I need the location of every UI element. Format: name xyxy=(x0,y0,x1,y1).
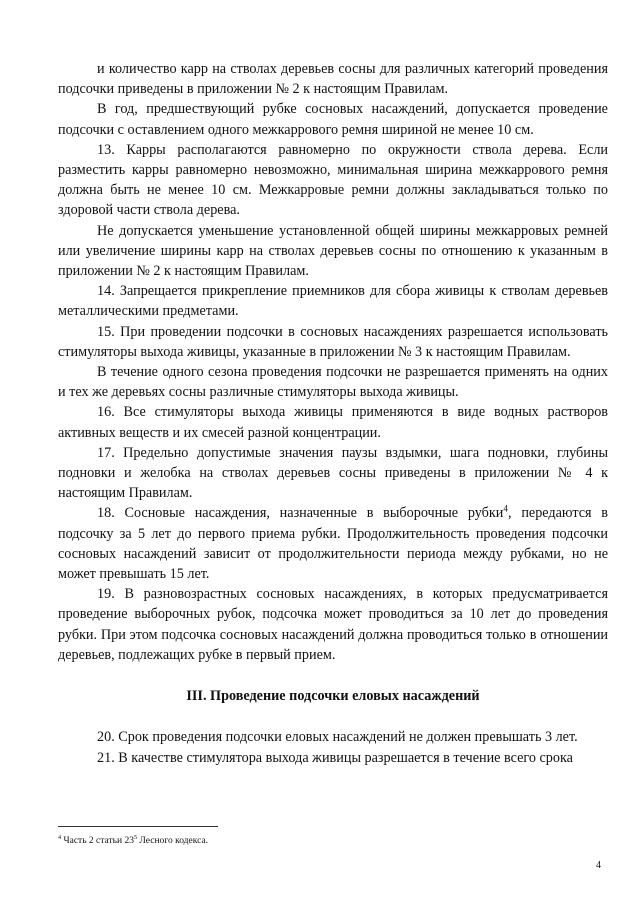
footnote-marker: 4 xyxy=(58,834,62,841)
footnote-article-superscript: 5 xyxy=(133,834,138,841)
paragraph-15-season: В течение одного сезона проведения подсочки не разрешается применять на одних и тех же деревьях сосны различные стимуляторы выхода живицы. xyxy=(58,364,608,401)
footnote xyxy=(58,835,208,847)
paragraph-18-end: , передаются в подсочку за 5 лет до первого приема рубки. Продолжительность проведения подсочки сосновых насаждений зависит от продолжительности периода между рубками, но не может превышать 15 лет. xyxy=(58,505,608,583)
page-number: 4 xyxy=(596,860,601,871)
paragraph-14: 14. Запрещается прикрепление приемников для сбора живицы к стволам деревьев металлическими предметами. xyxy=(58,283,608,320)
paragraph-19: 19. В разновозрастных сосновых насаждениях, в которых предусматривается проведение выборочных рубок, подсочка может проводиться за 10 лет до проведения рубки. При этом подсочка сосновых насаждений должна проводиться только в отношении деревьев, подлежащих рубке в первый прием. xyxy=(58,586,608,663)
paragraph-pre-felling-tapping: В год, предшествующий рубке сосновых насаждений, допускается проведение подсочки с оставлением одного межкаррового ремня шириной не менее 10 см. xyxy=(58,101,608,138)
footnote-text-start: Часть 2 статьи 23 xyxy=(61,836,134,846)
footnote-reference[interactable]: 4 xyxy=(503,503,508,514)
paragraph-16: 16. Все стимуляторы выхода живицы применяются в виде водных растворов активных веществ и их смесей разной концентрации. xyxy=(58,404,608,441)
paragraph-17: 17. Предельно допустимые значения паузы вздымки, шага подновки, глубины подновки и желобка на стволах деревьев сосны приведены в приложении № 4 к настоящим Правилам. xyxy=(58,444,608,502)
paragraph-continuation: и количество карр на стволах деревьев сосны для различных категорий проведения подсочки приведены в приложении № 2 к настоящим Правилам. xyxy=(58,61,608,98)
paragraph-18-start: 18. Сосновые насаждения, назначенные в выборочные рубки xyxy=(97,505,504,522)
paragraph-20: 20. Срок проведения подсочки еловых насаждений не должен превышать 3 лет. xyxy=(97,729,578,746)
paragraph-13: 13. Карры располагаются равномерно по окружности ствола дерева. Если разместить карры равномерно невозможно, минимальная ширина межкаррового ремня должна быть не менее 10 см. Межкарровые ремни должны закладываться только по здоровой части ствола дерева. xyxy=(58,141,608,219)
document-body xyxy=(58,59,608,768)
paragraph-21: 21. В качестве стимулятора выхода живицы разрешается в течение всего срока xyxy=(97,749,573,766)
section-heading: III. Проведение подсочки еловых насаждений xyxy=(186,688,480,705)
footnote-divider xyxy=(58,826,218,827)
footnote-text-end: Лесного кодекса. xyxy=(137,836,209,846)
paragraph-18 xyxy=(58,503,608,584)
paragraph-15: 15. При проведении подсочки в сосновых насаждениях разрешается использовать стимуляторы выхода живицы, указанные в приложении № 3 к настоящим Правилам. xyxy=(58,323,608,360)
paragraph-13-restriction: Не допускается уменьшение установленной общей ширины межкарровых ремней или увеличение ширины карр на стволах деревьев сосны по отношению к указанным в приложении № 2 к настоящим Правилам. xyxy=(58,222,608,280)
